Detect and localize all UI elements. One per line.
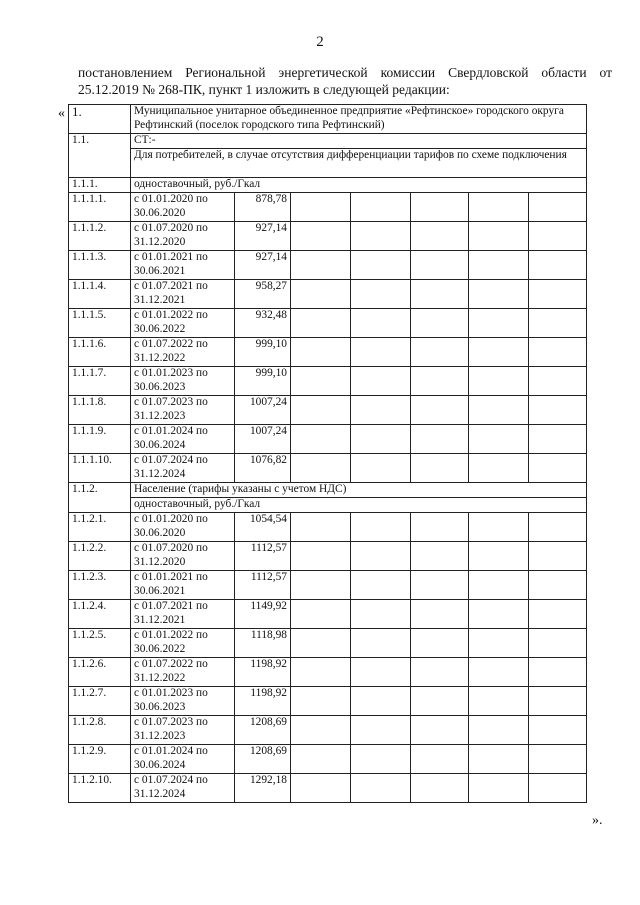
empty-cell [411, 280, 469, 309]
empty-cell [291, 193, 351, 222]
period-end: 31.12.2021 [134, 293, 186, 306]
section-ct-row [69, 134, 587, 149]
row-period [131, 396, 235, 425]
period-start: с 01.07.2024 по [134, 454, 208, 466]
row-period [131, 658, 235, 687]
row-value: 1007,24 [235, 425, 291, 454]
empty-cell [529, 513, 587, 542]
period-start: с 01.07.2024 по [134, 774, 208, 786]
empty-cell [351, 658, 411, 687]
table-row [69, 542, 587, 571]
empty-cell [529, 338, 587, 367]
row-value: 927,14 [235, 222, 291, 251]
empty-cell [411, 658, 469, 687]
row-period [131, 454, 235, 483]
row-number: 1.1.1.10. [69, 454, 131, 483]
empty-cell [411, 716, 469, 745]
empty-cell [469, 600, 529, 629]
row-period [131, 251, 235, 280]
row-period [131, 367, 235, 396]
empty-cell [529, 687, 587, 716]
subsection-label: одноставочный, руб./Гкал [131, 178, 587, 193]
row-value: 927,14 [235, 251, 291, 280]
empty-cell [529, 629, 587, 658]
row-value: 958,27 [235, 280, 291, 309]
empty-cell [469, 658, 529, 687]
empty-cell [291, 425, 351, 454]
row-number: 1.1.1.1. [69, 193, 131, 222]
empty-cell [291, 629, 351, 658]
empty-cell [291, 658, 351, 687]
empty-cell [291, 367, 351, 396]
period-end: 31.12.2020 [134, 235, 186, 248]
empty-cell [291, 513, 351, 542]
empty-cell [351, 280, 411, 309]
period-end: 31.12.2022 [134, 671, 186, 684]
empty-cell [469, 542, 529, 571]
period-start: с 01.07.2022 по [134, 658, 208, 670]
table-row [69, 280, 587, 309]
row-number: 1.1.2.3. [69, 571, 131, 600]
empty-cell [351, 367, 411, 396]
empty-cell [291, 454, 351, 483]
empty-cell [469, 774, 529, 803]
empty-cell [469, 513, 529, 542]
subsection-number: 1.1.1. [69, 178, 131, 193]
row-period [131, 193, 235, 222]
table-row [69, 513, 587, 542]
empty-cell [351, 251, 411, 280]
table-row [69, 716, 587, 745]
empty-cell [529, 542, 587, 571]
period-start: с 01.07.2023 по [134, 716, 208, 728]
section-note-row [69, 149, 587, 178]
empty-cell [291, 222, 351, 251]
empty-cell [351, 309, 411, 338]
empty-cell [351, 629, 411, 658]
empty-cell [291, 745, 351, 774]
row-number: 1.1.2.9. [69, 745, 131, 774]
period-end: 30.06.2021 [134, 584, 186, 597]
period-end: 30.06.2024 [134, 438, 186, 451]
section-label: Население (тарифы указаны с учетом НДС) [131, 483, 587, 498]
empty-cell [529, 309, 587, 338]
empty-cell [529, 600, 587, 629]
empty-cell [529, 658, 587, 687]
row-period [131, 222, 235, 251]
org-row-number: 1. [69, 105, 131, 134]
empty-cell [411, 425, 469, 454]
row-period [131, 280, 235, 309]
row-number: 1.1.1.4. [69, 280, 131, 309]
row-value: 1112,57 [235, 571, 291, 600]
period-end: 30.06.2022 [134, 642, 186, 655]
period-end: 31.12.2020 [134, 555, 186, 568]
period-end: 30.06.2020 [134, 526, 186, 539]
period-end: 30.06.2023 [134, 380, 186, 393]
empty-cell [291, 309, 351, 338]
intro-paragraph: постановлением Региональной энергетической комиссии Свердловской области от 25.12.2019 № 268-ПК, пункт 1 изложить в следующей редакции: [78, 65, 612, 97]
empty-cell [291, 600, 351, 629]
empty-cell [411, 396, 469, 425]
row-value: 1208,69 [235, 716, 291, 745]
row-number: 1.1.1.3. [69, 251, 131, 280]
period-end: 31.12.2024 [134, 467, 186, 480]
table-row [69, 687, 587, 716]
period-end: 30.06.2022 [134, 322, 186, 335]
row-period [131, 716, 235, 745]
row-number: 1.1.2.7. [69, 687, 131, 716]
empty-cell [291, 774, 351, 803]
empty-cell [351, 425, 411, 454]
table-row [69, 338, 587, 367]
empty-cell [469, 193, 529, 222]
opening-quote: « [58, 106, 65, 121]
empty-cell [529, 396, 587, 425]
empty-cell [469, 425, 529, 454]
empty-cell [529, 193, 587, 222]
empty-cell [351, 745, 411, 774]
empty-cell [351, 542, 411, 571]
row-value: 999,10 [235, 367, 291, 396]
empty-cell [351, 716, 411, 745]
row-number: 1.1.2.6. [69, 658, 131, 687]
closing-quote: ». [592, 813, 603, 828]
empty-cell [351, 454, 411, 483]
subsection-label: одноставочный, руб./Гкал [131, 498, 587, 513]
period-start: с 01.07.2020 по [134, 542, 208, 554]
table-row [69, 396, 587, 425]
period-end: 30.06.2020 [134, 206, 186, 219]
period-end: 31.12.2021 [134, 613, 186, 626]
empty-cell [351, 513, 411, 542]
row-period [131, 309, 235, 338]
empty-cell [291, 687, 351, 716]
period-start: с 01.07.2022 по [134, 338, 208, 350]
empty-cell [411, 571, 469, 600]
table-row [69, 600, 587, 629]
row-number: 1.1.1.2. [69, 222, 131, 251]
empty-cell [411, 629, 469, 658]
empty-cell [529, 222, 587, 251]
empty-cell [411, 542, 469, 571]
empty-cell [291, 338, 351, 367]
empty-cell [351, 774, 411, 803]
empty-cell [351, 687, 411, 716]
row-period [131, 687, 235, 716]
empty-cell [529, 425, 587, 454]
empty-cell [351, 193, 411, 222]
row-value: 878,78 [235, 193, 291, 222]
empty-cell [351, 222, 411, 251]
period-start: с 01.01.2022 по [134, 309, 208, 321]
empty-cell [351, 396, 411, 425]
period-start: с 01.01.2023 по [134, 367, 208, 379]
table-row [69, 629, 587, 658]
empty-cell [469, 309, 529, 338]
empty-cell [291, 396, 351, 425]
row-value: 1208,69 [235, 745, 291, 774]
table-row [69, 251, 587, 280]
row-value: 1076,82 [235, 454, 291, 483]
empty-cell [529, 280, 587, 309]
empty-cell [469, 687, 529, 716]
empty-cell [411, 513, 469, 542]
empty-cell [529, 367, 587, 396]
empty-cell [291, 716, 351, 745]
row-value: 1112,57 [235, 542, 291, 571]
empty-cell [411, 687, 469, 716]
period-end: 30.06.2023 [134, 700, 186, 713]
empty-cell [529, 251, 587, 280]
empty-cell [469, 629, 529, 658]
empty-cell [529, 774, 587, 803]
empty-cell [351, 571, 411, 600]
empty-cell [411, 222, 469, 251]
section-note: Для потребителей, в случае отсутствия дифференциации тарифов по схеме подключения [131, 149, 587, 178]
row-value: 1149,92 [235, 600, 291, 629]
row-number: 1.1.2.8. [69, 716, 131, 745]
empty-cell [291, 571, 351, 600]
org-header-row [69, 105, 587, 134]
period-start: с 01.01.2021 по [134, 251, 208, 263]
section-number: 1.1.2. [69, 483, 131, 513]
period-start: с 01.07.2023 по [134, 396, 208, 408]
period-end: 30.06.2024 [134, 758, 186, 771]
period-start: с 01.01.2020 по [134, 513, 208, 525]
row-number: 1.1.2.4. [69, 600, 131, 629]
empty-cell [291, 542, 351, 571]
row-number: 1.1.2.10. [69, 774, 131, 803]
row-period [131, 338, 235, 367]
empty-cell [291, 280, 351, 309]
period-start: с 01.01.2024 по [134, 745, 208, 757]
period-end: 31.12.2023 [134, 409, 186, 422]
row-value: 1292,18 [235, 774, 291, 803]
table-row [69, 745, 587, 774]
table-row [69, 454, 587, 483]
empty-cell [469, 338, 529, 367]
row-value: 932,48 [235, 309, 291, 338]
section-label: СТ:- [131, 134, 587, 149]
row-number: 1.1.2.1. [69, 513, 131, 542]
empty-cell [469, 454, 529, 483]
empty-cell [411, 193, 469, 222]
table-row [69, 309, 587, 338]
row-value: 999,10 [235, 338, 291, 367]
row-period [131, 774, 235, 803]
row-number: 1.1.2.5. [69, 629, 131, 658]
empty-cell [411, 454, 469, 483]
table-row [69, 774, 587, 803]
row-number: 1.1.1.9. [69, 425, 131, 454]
empty-cell [469, 251, 529, 280]
row-period [131, 513, 235, 542]
empty-cell [469, 571, 529, 600]
row-period [131, 425, 235, 454]
section-number: 1.1. [69, 134, 131, 178]
table-row [69, 222, 587, 251]
org-name: Муниципальное унитарное объединенное предприятие «Рефтинское» городского округа Рефтинский (поселок городского типа Рефтинский) [131, 105, 587, 134]
subsection-row [69, 178, 587, 193]
row-value: 1118,98 [235, 629, 291, 658]
empty-cell [529, 716, 587, 745]
empty-cell [469, 396, 529, 425]
empty-cell [529, 454, 587, 483]
empty-cell [411, 309, 469, 338]
row-number: 1.1.1.8. [69, 396, 131, 425]
empty-cell [469, 367, 529, 396]
empty-cell [469, 222, 529, 251]
period-start: с 01.07.2020 по [134, 222, 208, 234]
empty-cell [411, 600, 469, 629]
empty-cell [411, 367, 469, 396]
period-start: с 01.01.2022 по [134, 629, 208, 641]
table-row [69, 571, 587, 600]
empty-cell [351, 600, 411, 629]
row-period [131, 629, 235, 658]
empty-cell [529, 571, 587, 600]
period-start: с 01.07.2021 по [134, 600, 208, 612]
row-number: 1.1.1.5. [69, 309, 131, 338]
row-period [131, 542, 235, 571]
period-end: 30.06.2021 [134, 264, 186, 277]
empty-cell [411, 745, 469, 774]
period-start: с 01.01.2021 по [134, 571, 208, 583]
period-end: 31.12.2024 [134, 787, 186, 800]
period-start: с 01.01.2024 по [134, 425, 208, 437]
page-number: 2 [316, 34, 324, 50]
empty-cell [411, 338, 469, 367]
tariff-table [68, 104, 587, 803]
period-start: с 01.01.2020 по [134, 193, 208, 205]
row-value: 1198,92 [235, 687, 291, 716]
empty-cell [351, 338, 411, 367]
period-start: с 01.01.2023 по [134, 687, 208, 699]
empty-cell [411, 251, 469, 280]
row-value: 1054,54 [235, 513, 291, 542]
empty-cell [469, 745, 529, 774]
period-start: с 01.07.2021 по [134, 280, 208, 292]
row-period [131, 600, 235, 629]
period-end: 31.12.2023 [134, 729, 186, 742]
table-row [69, 367, 587, 396]
row-number: 1.1.1.7. [69, 367, 131, 396]
empty-cell [291, 251, 351, 280]
section-population-row [69, 483, 587, 498]
row-value: 1007,24 [235, 396, 291, 425]
table-row [69, 658, 587, 687]
empty-cell [411, 774, 469, 803]
empty-cell [469, 716, 529, 745]
row-number: 1.1.1.6. [69, 338, 131, 367]
table-row [69, 193, 587, 222]
empty-cell [529, 745, 587, 774]
row-period [131, 745, 235, 774]
row-period [131, 571, 235, 600]
table-row [69, 425, 587, 454]
empty-cell [469, 280, 529, 309]
period-end: 31.12.2022 [134, 351, 186, 364]
subsection-row [69, 498, 587, 513]
row-value: 1198,92 [235, 658, 291, 687]
row-number: 1.1.2.2. [69, 542, 131, 571]
